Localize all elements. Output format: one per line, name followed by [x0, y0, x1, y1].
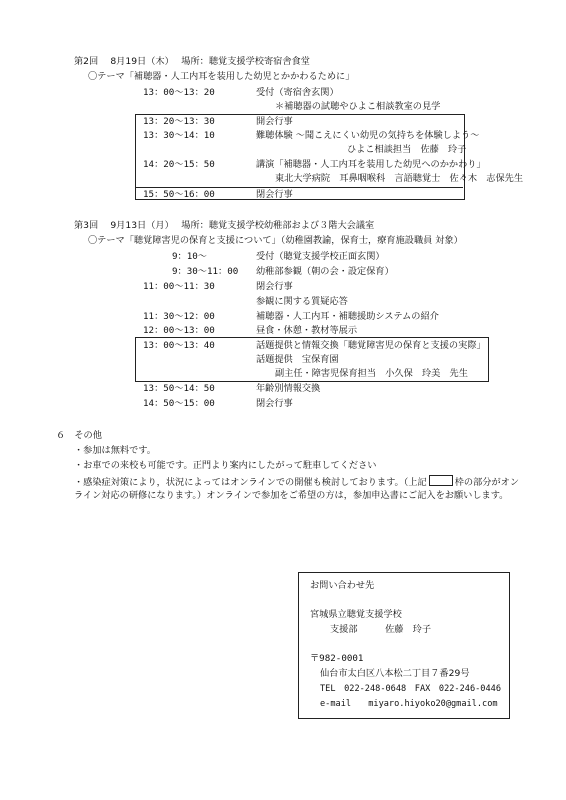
session3-event-1: 受付（聴覚支援学校正面玄関） [256, 251, 385, 262]
contact-postal: 〒982-0001 [310, 653, 364, 664]
session2-event-2: 開会行事 [256, 116, 293, 127]
inline-frame-sample [429, 475, 453, 486]
session3-event-6: 話題提供と情報交換「聴覚障害児の保育と支援の実際」 [256, 340, 486, 351]
session2-time-2: 13：20～13：30 [143, 116, 215, 127]
other-item-online-cont: ライン対応の研修になります。）オンラインで参加をご希望の方は，参加申込書にご記入をお願いします。 [74, 490, 509, 501]
session2-event-1-note: ＊補聴器の試聴やひよこ相談教室の見学 [275, 101, 441, 112]
session2-header: 第2回 8月19日（木） 場所：聴覚支援学校寄宿舎食堂 [74, 56, 310, 67]
session3-event-8: 閉会行事 [256, 398, 293, 409]
session3-header: 第3回 9月13日（月） 場所：聴覚支援学校幼稚部および３階大会議室 [74, 220, 375, 231]
other-heading: ６ その他 [56, 430, 102, 441]
session3-event-6-presenter: 話題提供 宝保育園 [256, 354, 339, 365]
session3-time-3: 11：00～11：30 [143, 281, 215, 292]
other-item-online-text: ・感染症対策により，状況によってはオンラインでの開催も検討しております。（上記 [74, 477, 427, 488]
session3-event-2: 幼稚部参観（朝の会・設定保育） [256, 266, 394, 277]
contact-person: 支援部 佐藤 玲子 [330, 624, 432, 635]
contact-school: 宮城県立聴覚支援学校 [310, 609, 402, 620]
session2-time-1: 13：00～13：20 [143, 87, 215, 98]
session3-time-5: 12：00～13：00 [143, 325, 215, 336]
other-item-online [74, 475, 519, 489]
other-item-free: ・参加は無料です。 [74, 445, 156, 456]
contact-tel-fax: TEL 022-248-0648 FAX 022-246-0446 [320, 684, 501, 694]
contact-title: お問い合わせ先 [310, 580, 375, 591]
other-item-parking: ・お車での来校も可能です。正門より案内にしたがって駐車してください [74, 460, 377, 471]
session3-time-6: 13：00～13：40 [143, 340, 215, 351]
contact-box [298, 572, 510, 719]
session3-time-7: 13：50～14：50 [143, 383, 215, 394]
session3-time-8: 14：50～15：00 [143, 398, 215, 409]
session3-event-6-presenter-name: 副主任・障害児保育担当 小久保 玲美 先生 [275, 368, 468, 379]
session3-time-2: 9：30～11：00 [172, 266, 239, 277]
session2-event-1: 受付（寄宿舎玄関） [256, 87, 339, 98]
session3-theme: 〇テーマ「聴覚障害児の保育と支援について」（幼稚園教諭，保育士，療育施設職員 対象） [88, 235, 463, 246]
session3-event-3-sub: 参観に関する質疑応答 [256, 296, 348, 307]
session2-theme: 〇テーマ「補聴器・人工内耳を装用した幼児とかかわるために」 [88, 71, 355, 82]
session2-frame-divider [135, 187, 463, 188]
session3-time-1: 9：10～ [172, 251, 207, 262]
contact-address: 仙台市太白区八本松二丁目７番29号 [320, 668, 470, 679]
session3-event-4: 補聴器・人工内耳・補聴援助システムの紹介 [256, 311, 439, 322]
session3-time-4: 11：30～12：00 [143, 311, 215, 322]
contact-email[interactable]: e-mail miyaro.hiyoko20@gmail.com [320, 699, 498, 709]
session3-event-5: 昼食・休憩・教材等展示 [256, 325, 358, 336]
other-item-online-text-2: 枠の部分がオン [454, 477, 520, 488]
session2-time-5: 15：50～16：00 [143, 189, 215, 200]
session2-event-4: 講演「補聴器・人工内耳を装用した幼児へのかかわり」 [256, 159, 486, 170]
session2-time-3: 13：30～14：10 [143, 130, 215, 141]
session3-event-3: 閉会行事 [256, 281, 293, 292]
session2-event-4-lecturer: 東北大学病院 耳鼻咽喉科 言語聴覚士 佐々木 志保先生 [275, 173, 524, 184]
session3-event-7: 年齢別情報交換 [256, 383, 321, 394]
session2-time-4: 14：20～15：50 [143, 159, 215, 170]
session2-event-5: 閉会行事 [256, 189, 293, 200]
session2-event-3: 難聴体験 ～聞こえにくい幼児の気持ちを体験しよう～ [256, 130, 480, 141]
session2-event-3-presenter: ひよこ相談担当 佐藤 玲子 [347, 144, 467, 155]
